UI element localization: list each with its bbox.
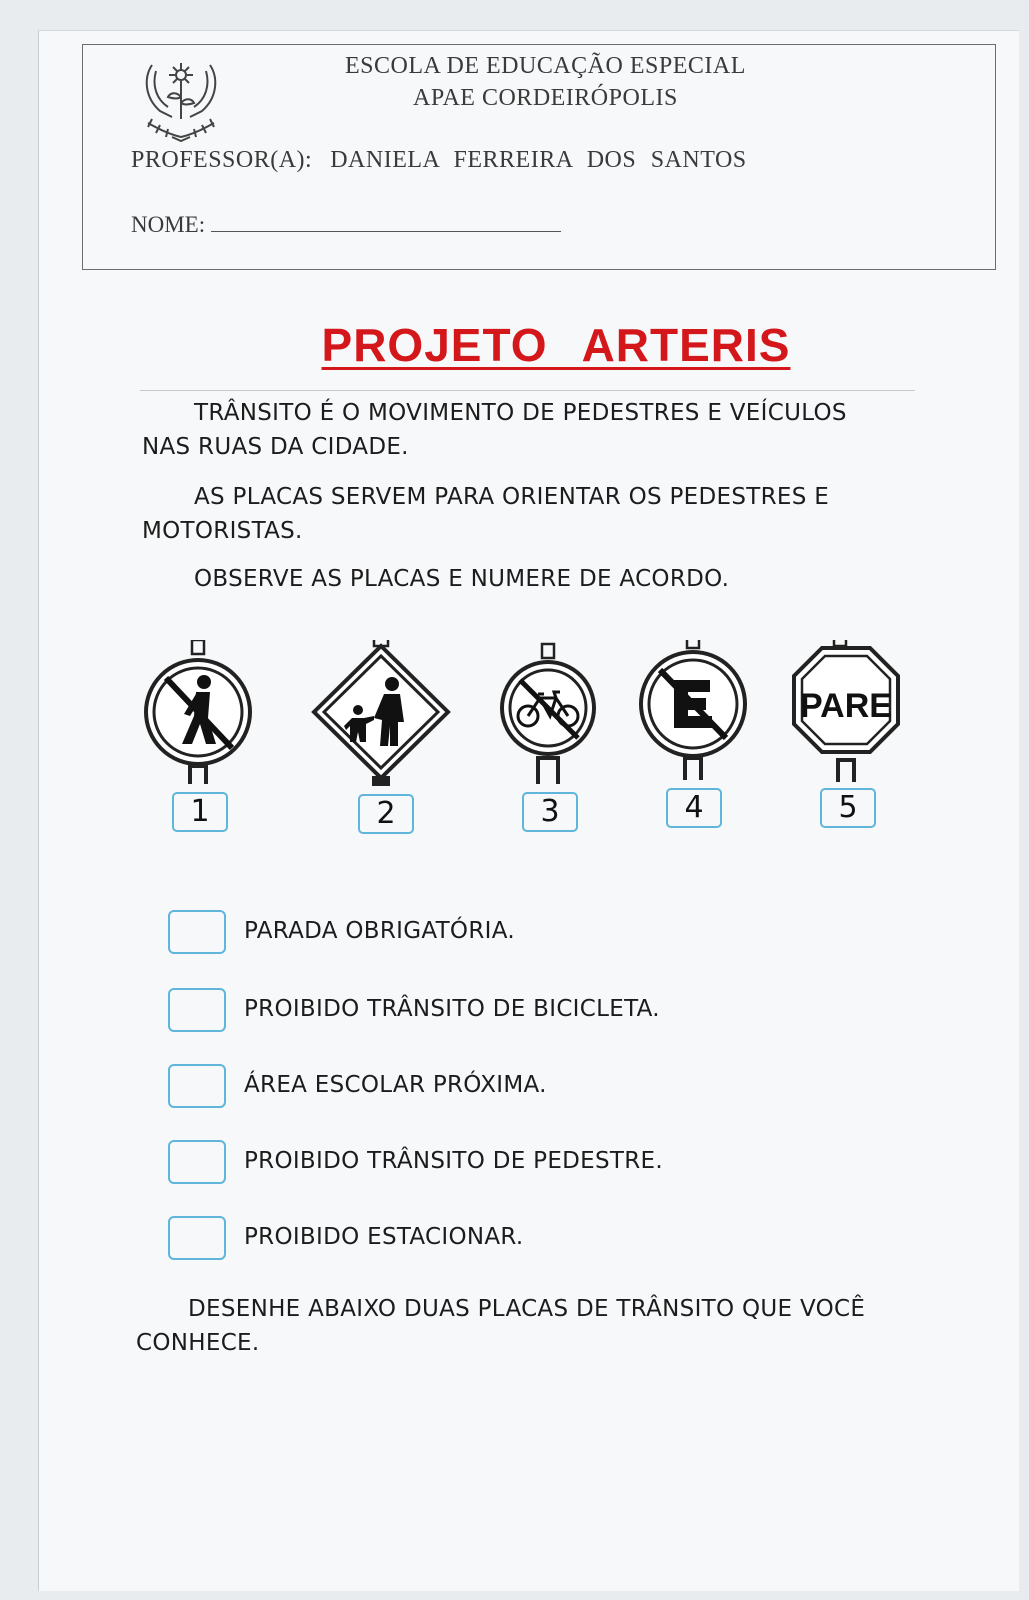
option-label: PROIBIDO TRÂNSITO DE PEDESTRE. — [244, 1148, 663, 1174]
student-name-field[interactable] — [211, 209, 561, 232]
option-label: PROIBIDO ESTACIONAR. — [244, 1224, 524, 1250]
page-title: PROJETO ARTERIS — [321, 319, 791, 371]
divider — [140, 390, 915, 391]
sign-number-1: 1 — [172, 792, 228, 832]
option-item — [168, 1064, 868, 1110]
answer-box[interactable] — [168, 988, 226, 1032]
answer-box[interactable] — [168, 1064, 226, 1108]
drawing-instruction: DESENHE ABAIXO DUAS PLACAS DE TRÂNSITO QUE VOCÊ CONHECE. — [136, 1296, 866, 1356]
option-item — [168, 988, 868, 1034]
no-parking-sign-icon — [638, 640, 748, 790]
traffic-signs-row — [0, 640, 1029, 850]
student-name-line — [131, 209, 561, 238]
option-label: ÁREA ESCOLAR PRÓXIMA. — [244, 1072, 547, 1098]
sign-number-4: 4 — [666, 788, 722, 828]
instruction-paragraph: OBSERVE AS PLACAS E NUMERE DE ACORDO. — [194, 566, 730, 592]
option-item — [168, 1216, 868, 1262]
option-label: PARADA OBRIGATÓRIA. — [244, 918, 515, 944]
answer-box[interactable] — [168, 1140, 226, 1184]
teacher-line — [131, 147, 747, 174]
no-pedestrian-sign-icon — [142, 640, 254, 790]
school-zone-sign-icon — [310, 640, 452, 790]
teacher-label: PROFESSOR(A): — [131, 147, 313, 173]
stop-sign-text: PARE — [800, 687, 892, 725]
answer-box[interactable] — [168, 910, 226, 954]
answer-box[interactable] — [168, 1216, 226, 1260]
option-item — [168, 1140, 868, 1186]
school-header — [82, 44, 996, 270]
school-logo-icon — [138, 57, 224, 147]
sign-number-2: 2 — [358, 794, 414, 834]
school-name-line1: ESCOLA DE EDUCAÇÃO ESPECIAL — [345, 53, 746, 79]
sign-number-3: 3 — [522, 792, 578, 832]
option-item — [168, 910, 868, 956]
name-label: NOME: — [131, 212, 206, 237]
intro-paragraph-2: AS PLACAS SERVEM PARA ORIENTAR OS PEDESTRES E MOTORISTAS. — [142, 484, 830, 544]
teacher-name: DANIELA FERREIRA DOS SANTOS — [330, 147, 747, 173]
option-label: PROIBIDO TRÂNSITO DE BICICLETA. — [244, 996, 660, 1022]
school-name-line2: APAE CORDEIRÓPOLIS — [413, 85, 678, 111]
no-bicycle-sign-icon — [498, 640, 598, 790]
sign-number-5: 5 — [820, 788, 876, 828]
stop-sign-icon — [790, 640, 902, 790]
intro-paragraph-1: TRÂNSITO É O MOVIMENTO DE PEDESTRES E VEÍCULOS NAS RUAS DA CIDADE. — [142, 400, 847, 460]
